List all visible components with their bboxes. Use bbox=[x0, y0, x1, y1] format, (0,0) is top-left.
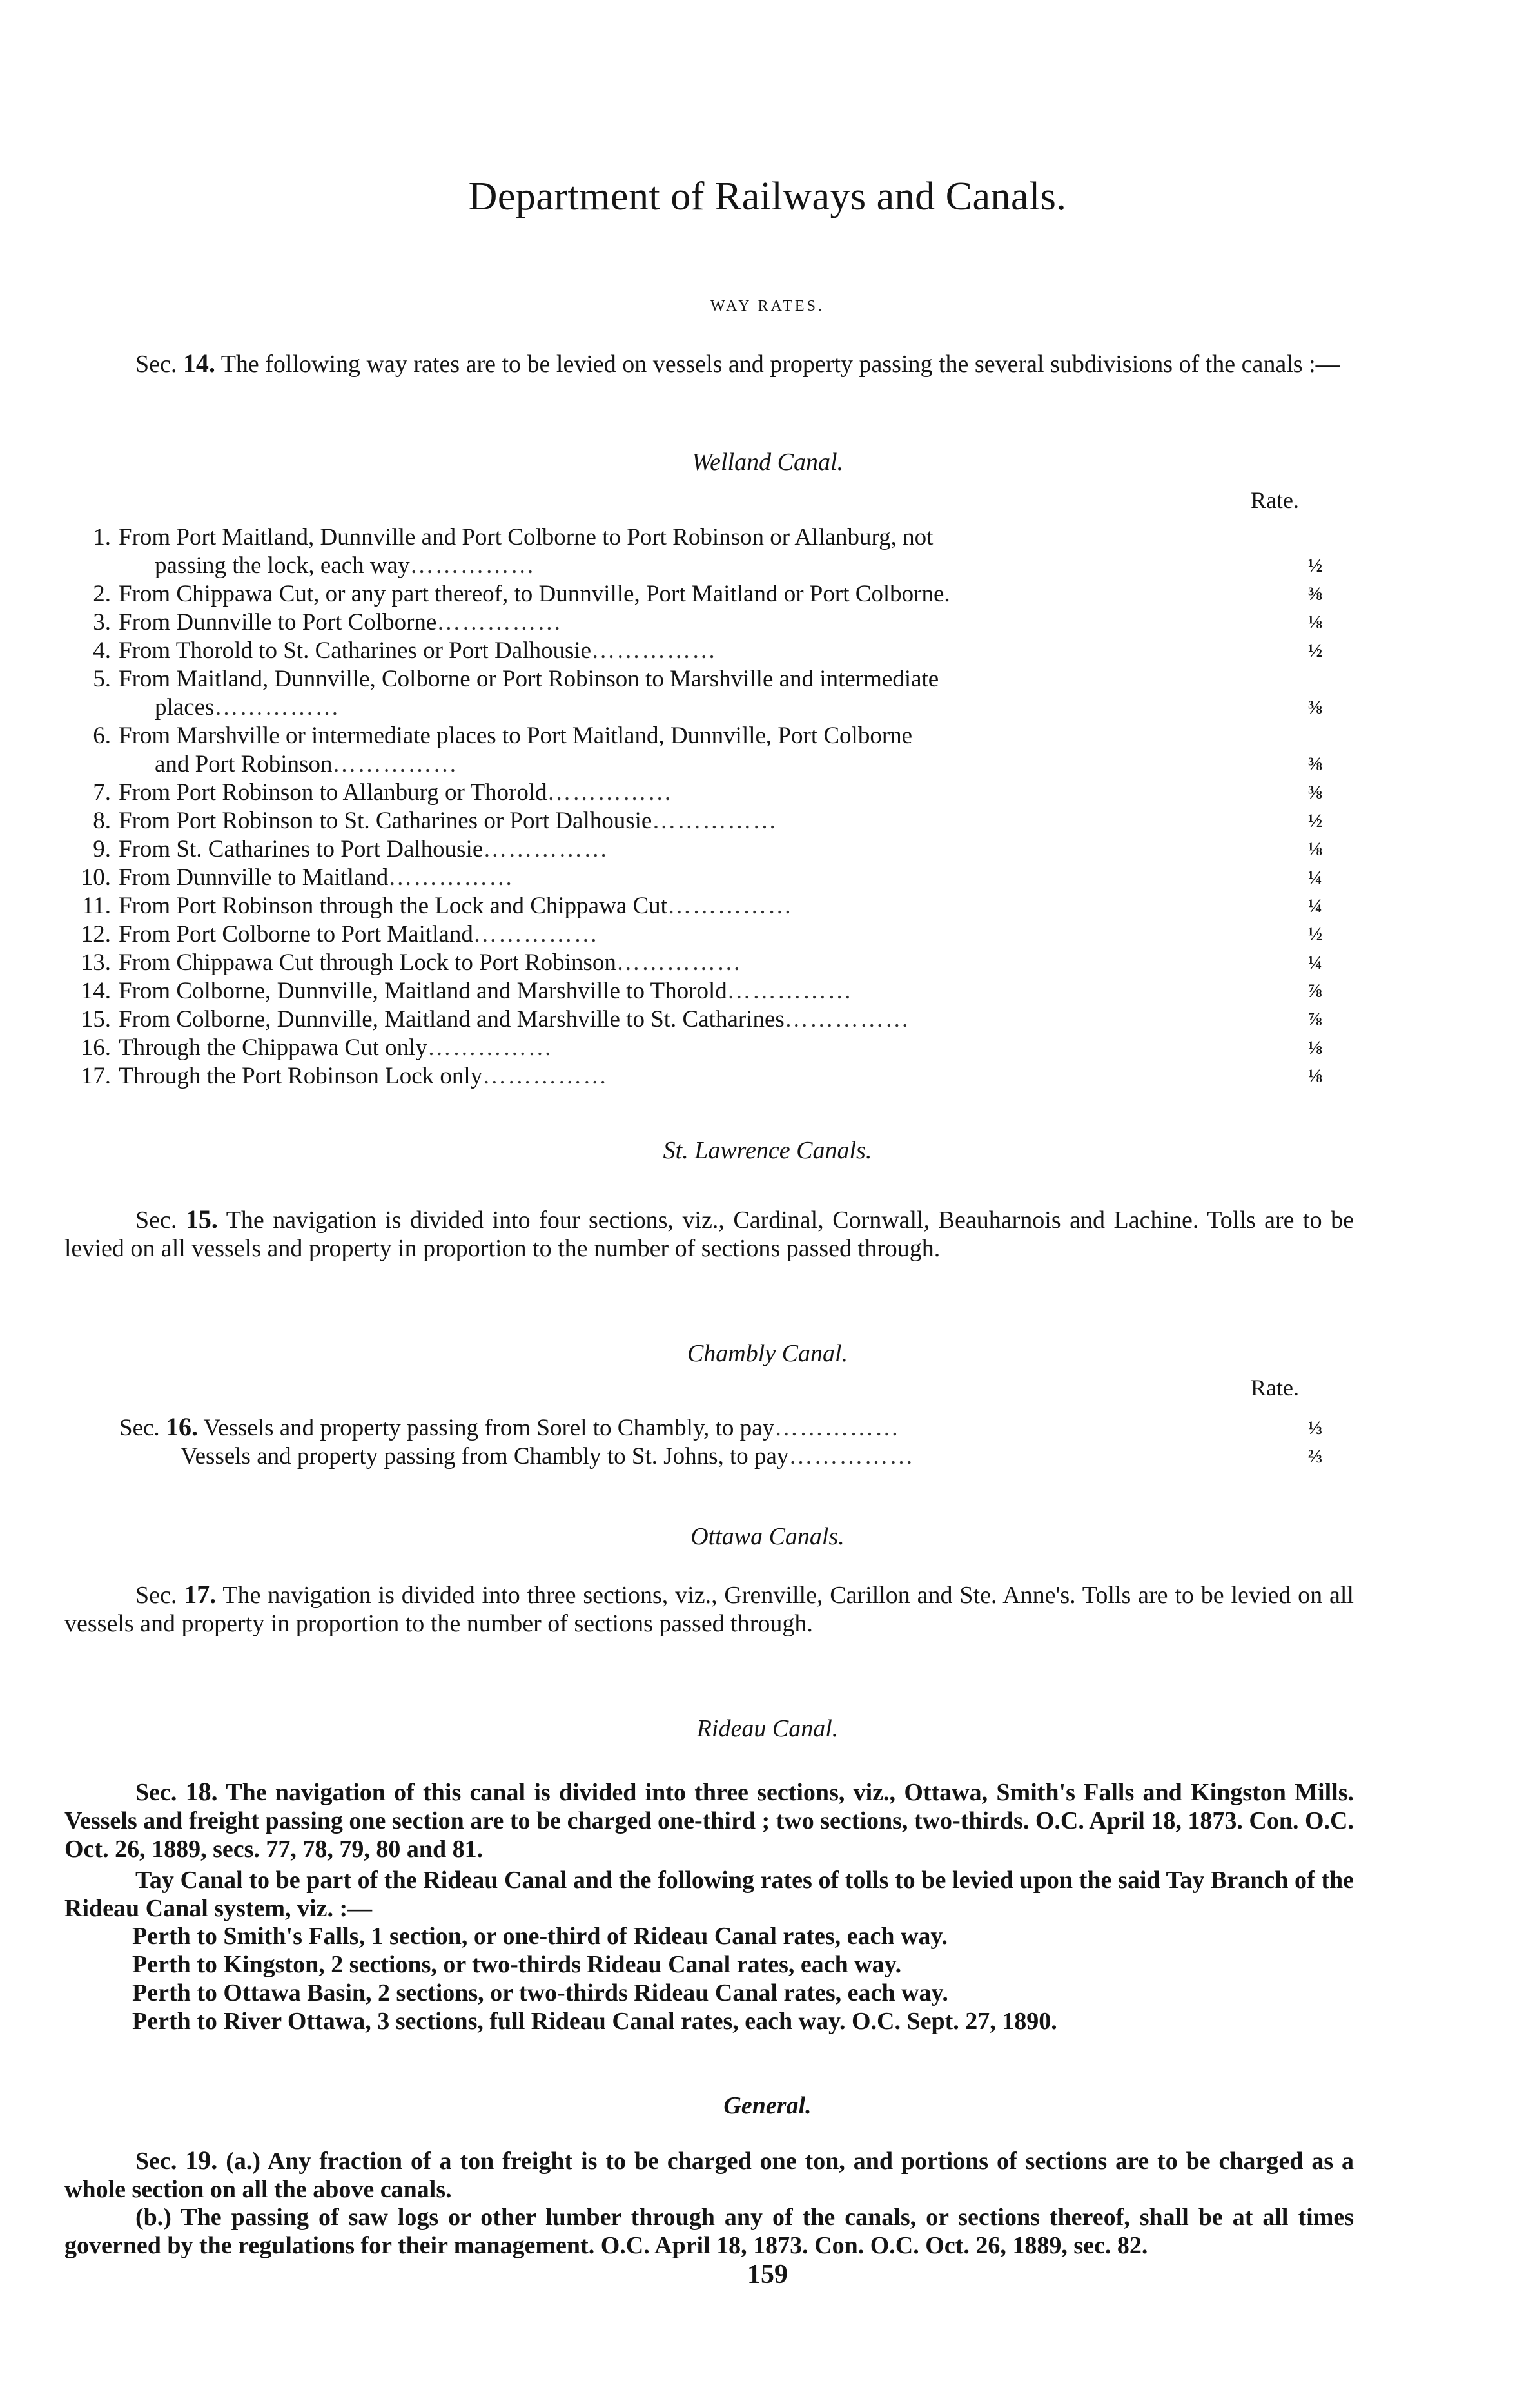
sec14-text: The following way rates are to be levied on vessels and property passing the several subdivisions of the canals :— bbox=[220, 351, 1340, 378]
chambly-rate-label: Rate. bbox=[1251, 1375, 1299, 1401]
sec15-text: The navigation is divided into four sections, viz., Cardinal, Cornwall, Beauharnois and Lachine. Tolls are to be levied on all vessels and property in proportion to the number of sections passed through. bbox=[64, 1207, 1354, 1262]
welland-item-text bbox=[119, 1062, 1286, 1091]
sec19-label: Sec. bbox=[135, 2148, 177, 2175]
welland-rate-row bbox=[64, 580, 1354, 608]
sec15-number: 15. bbox=[185, 1205, 218, 1234]
welland-item-text bbox=[119, 637, 1286, 665]
welland-canal-title: Welland Canal. bbox=[691, 449, 844, 476]
sec19-number: 19. bbox=[185, 2146, 218, 2175]
welland-item-text bbox=[119, 920, 1286, 949]
leader-dots: …………… bbox=[774, 1415, 901, 1441]
leader-dots: …………… bbox=[409, 552, 536, 579]
welland-item-text bbox=[119, 807, 1286, 835]
welland-item-line-1: From Port Colborne to Port Maitland bbox=[119, 921, 473, 947]
sec14-paragraph bbox=[64, 349, 1354, 378]
welland-rate-row bbox=[64, 1034, 1354, 1062]
chambly-canal-title: Chambly Canal. bbox=[687, 1340, 848, 1367]
welland-item-line-2: and Port Robinson bbox=[155, 751, 333, 777]
welland-item-number: 3. bbox=[93, 609, 111, 636]
welland-item-rate: ½ bbox=[1307, 924, 1323, 945]
welland-item-text bbox=[119, 1034, 1286, 1062]
tay-rate-line-4: Perth to River Ottawa, 3 sections, full Rideau Canal rates, each way. O.C. Sept. 27, 1890. bbox=[132, 2008, 1057, 2035]
leader-dots: …………… bbox=[784, 1006, 910, 1033]
ottawa-canals-title: Ottawa Canals. bbox=[690, 1523, 845, 1550]
sec18-paragraph bbox=[64, 1778, 1354, 1863]
sec18-number: 18. bbox=[185, 1777, 218, 1806]
welland-rate-row bbox=[64, 665, 1354, 722]
welland-item-number: 4. bbox=[93, 637, 111, 664]
welland-item-rate: ¼ bbox=[1307, 895, 1323, 917]
tay-rate-line-2: Perth to Kingston, 2 sections, or two-thirds Rideau Canal rates, each way. bbox=[132, 1951, 902, 1978]
chambly-rate-1: ⅓ bbox=[1307, 1417, 1323, 1439]
sec16-number: 16. bbox=[165, 1412, 198, 1441]
leader-dots: …………… bbox=[667, 893, 793, 919]
welland-rate-row bbox=[64, 722, 1354, 779]
leader-dots: …………… bbox=[591, 637, 718, 664]
welland-rate-row bbox=[64, 920, 1354, 949]
chambly-rate-row-2 bbox=[64, 1442, 1354, 1471]
welland-rate-row bbox=[64, 1005, 1354, 1034]
sec17-text: The navigation is divided into three sections, viz., Grenville, Carillon and Ste. Anne's. Tolls are to be levied on all vessels and property in proportion to the number of sections passed through. bbox=[64, 1582, 1354, 1637]
welland-item-line-1: From Chippawa Cut, or any part thereof, to Dunnville, Port Maitland or Port Colborne. bbox=[119, 581, 950, 607]
chambly-rate-row-1 bbox=[64, 1413, 1354, 1442]
welland-rates-list bbox=[64, 523, 1354, 1091]
welland-item-number: 1. bbox=[93, 524, 111, 550]
sec17-label: Sec. bbox=[135, 1582, 177, 1609]
welland-item-number: 14. bbox=[81, 978, 111, 1004]
welland-item-text bbox=[119, 665, 1286, 722]
welland-item-number: 9. bbox=[93, 836, 111, 862]
chambly-rates bbox=[64, 1413, 1354, 1471]
welland-rate-label: Rate. bbox=[1251, 487, 1299, 513]
welland-rate-row bbox=[64, 608, 1354, 637]
welland-item-rate: ⅜ bbox=[1307, 782, 1323, 803]
welland-item-number: 15. bbox=[81, 1006, 111, 1033]
welland-item-text bbox=[119, 779, 1286, 807]
welland-item-line-1: From Colborne, Dunnville, Maitland and Marshville to St. Catharines bbox=[119, 1006, 785, 1033]
tay-rate-line-1: Perth to Smith's Falls, 1 section, or one-third of Rideau Canal rates, each way. bbox=[132, 1923, 948, 1950]
sec18-label: Sec. bbox=[135, 1779, 177, 1806]
tay-canal-text: Tay Canal to be part of the Rideau Canal and the following rates of tolls to be levied upon the said Tay Branch of the Rideau Canal system, viz. :— bbox=[64, 1867, 1354, 1922]
welland-item-line-1: From Port Robinson through the Lock and Chippawa Cut bbox=[119, 893, 667, 919]
welland-item-rate: ⅜ bbox=[1307, 753, 1323, 775]
page-title: Department of Railways and Canals. bbox=[468, 175, 1067, 218]
welland-item-rate: ⅛ bbox=[1307, 1065, 1323, 1087]
leader-dots: …………… bbox=[388, 864, 514, 891]
welland-item-text bbox=[119, 977, 1286, 1005]
chambly-rate-2: ⅔ bbox=[1307, 1446, 1323, 1467]
sec14-label: Sec. bbox=[135, 351, 177, 378]
welland-item-number: 17. bbox=[81, 1063, 111, 1089]
welland-item-text bbox=[119, 722, 1286, 779]
leader-dots: …………… bbox=[652, 808, 778, 834]
leader-dots: …………… bbox=[427, 1034, 553, 1061]
welland-item-rate: ⅞ bbox=[1307, 980, 1323, 1002]
tay-rate-line-3: Perth to Ottawa Basin, 2 sections, or two-thirds Rideau Canal rates, each way. bbox=[132, 1979, 948, 2006]
welland-item-rate: ½ bbox=[1307, 640, 1323, 661]
welland-item-number: 7. bbox=[93, 779, 111, 806]
general-title: General. bbox=[723, 2092, 812, 2119]
leader-dots: …………… bbox=[547, 779, 673, 806]
welland-item-text bbox=[119, 1005, 1286, 1034]
welland-item-rate: ½ bbox=[1307, 555, 1323, 576]
sec18-text: The navigation of this canal is divided into three sections, viz., Ottawa, Smith's Falls and Kingston Mills. Vessels and freight passing one section are to be charged one-third ; two sections, two-thirds. O.C. April 18, 1873. Con. O.C. Oct. 26, 1889, secs. 77, 78, 79, 80 and 81. bbox=[64, 1779, 1354, 1863]
welland-item-number: 12. bbox=[81, 921, 111, 947]
welland-rate-row bbox=[64, 864, 1354, 892]
sec19b-paragraph bbox=[64, 2203, 1354, 2260]
welland-item-number: 13. bbox=[81, 949, 111, 976]
welland-item-rate: ⅛ bbox=[1307, 839, 1323, 860]
welland-item-rate: ¼ bbox=[1307, 867, 1323, 888]
welland-item-rate: ⅜ bbox=[1307, 697, 1323, 718]
leader-dots: …………… bbox=[332, 751, 458, 777]
tay-canal-paragraph bbox=[64, 1866, 1354, 1923]
sec15-label: Sec. bbox=[135, 1207, 177, 1234]
tay-rates-lines bbox=[132, 1922, 1057, 2035]
sec15-paragraph bbox=[64, 1205, 1354, 1263]
leader-dots: …………… bbox=[214, 694, 340, 721]
welland-item-line-1: Through the Port Robinson Lock only bbox=[119, 1063, 483, 1089]
welland-item-number: 6. bbox=[93, 723, 111, 749]
way-rates-heading: WAY RATES. bbox=[710, 298, 825, 315]
welland-item-number: 2. bbox=[93, 581, 111, 607]
welland-item-number: 5. bbox=[93, 666, 111, 692]
rideau-canal-title: Rideau Canal. bbox=[696, 1715, 839, 1742]
leader-dots: …………… bbox=[482, 1063, 609, 1089]
welland-item-rate: ⅜ bbox=[1307, 583, 1323, 605]
sec19a-text: (a.) Any fraction of a ton freight is to be charged one ton, and portions of sections are to be charged as a whole section on all the above canals. bbox=[64, 2148, 1354, 2203]
welland-rate-row bbox=[64, 779, 1354, 807]
welland-item-text bbox=[119, 949, 1286, 977]
welland-rate-row bbox=[64, 892, 1354, 920]
welland-item-text bbox=[119, 580, 1286, 608]
welland-rate-row bbox=[64, 949, 1354, 977]
welland-item-line-1: From Dunnville to Maitland bbox=[119, 864, 389, 891]
welland-item-text bbox=[119, 892, 1286, 920]
welland-rate-row bbox=[64, 807, 1354, 835]
welland-rate-row bbox=[64, 977, 1354, 1005]
welland-item-text bbox=[119, 835, 1286, 864]
welland-item-number: 10. bbox=[81, 864, 111, 891]
welland-item-line-1: From Port Maitland, Dunnville and Port Colborne to Port Robinson or Allanburg, not bbox=[119, 524, 934, 550]
welland-item-rate: ⅞ bbox=[1307, 1009, 1323, 1030]
chambly-line-2: Vessels and property passing from Chambly to St. Johns, to pay bbox=[181, 1443, 789, 1470]
leader-dots: …………… bbox=[616, 949, 742, 976]
welland-item-line-1: From Port Robinson to St. Catharines or Port Dalhousie bbox=[119, 808, 652, 834]
page-number: 159 bbox=[747, 2260, 788, 2289]
welland-item-line-1: From Maitland, Dunnville, Colborne or Port Robinson to Marshville and intermediate bbox=[119, 666, 939, 692]
welland-item-text bbox=[119, 864, 1286, 892]
welland-rate-row bbox=[64, 835, 1354, 864]
welland-item-line-1: From Port Robinson to Allanburg or Thorold bbox=[119, 779, 547, 806]
welland-item-text bbox=[119, 523, 1286, 580]
welland-rate-row bbox=[64, 523, 1354, 580]
welland-item-line-1: From Chippawa Cut through Lock to Port Robinson bbox=[119, 949, 616, 976]
leader-dots: …………… bbox=[727, 978, 853, 1004]
leader-dots: …………… bbox=[436, 609, 563, 636]
sec17-paragraph bbox=[64, 1580, 1354, 1638]
welland-item-line-1: From Marshville or intermediate places to Port Maitland, Dunnville, Port Colborne bbox=[119, 723, 913, 749]
leader-dots: …………… bbox=[473, 921, 599, 947]
welland-item-number: 8. bbox=[93, 808, 111, 834]
leader-dots: …………… bbox=[788, 1443, 915, 1470]
welland-rate-row bbox=[64, 1062, 1354, 1091]
welland-item-line-1: From Thorold to St. Catharines or Port Dalhousie bbox=[119, 637, 592, 664]
sec16-label: Sec. bbox=[119, 1415, 160, 1441]
welland-item-line-1: From St. Catharines to Port Dalhousie bbox=[119, 836, 484, 862]
leader-dots: …………… bbox=[483, 836, 609, 862]
sec17-number: 17. bbox=[184, 1580, 217, 1609]
welland-item-line-2: places bbox=[155, 694, 215, 721]
welland-item-rate: ⅛ bbox=[1307, 612, 1323, 633]
sec19b-text: (b.) The passing of saw logs or other lumber through any of the canals, or sections thereof, shall be at all times governed by the regulations for their management. O.C. April 18, 1873. Con. O.C. Oct. 26, 1889, sec. 82. bbox=[64, 2204, 1354, 2259]
welland-item-line-1: Through the Chippawa Cut only bbox=[119, 1034, 427, 1061]
welland-item-number: 11. bbox=[82, 893, 111, 919]
welland-item-line-1: From Colborne, Dunnville, Maitland and Marshville to Thorold bbox=[119, 978, 727, 1004]
welland-item-number: 16. bbox=[81, 1034, 111, 1061]
welland-item-rate: ¼ bbox=[1307, 952, 1323, 973]
welland-item-rate: ½ bbox=[1307, 810, 1323, 831]
welland-item-rate: ⅛ bbox=[1307, 1037, 1323, 1058]
chambly-line-1: Vessels and property passing from Sorel to Chambly, to pay bbox=[203, 1415, 775, 1441]
sec19a-paragraph bbox=[64, 2146, 1354, 2204]
welland-rate-row bbox=[64, 637, 1354, 665]
welland-item-line-1: From Dunnville to Port Colborne bbox=[119, 609, 437, 636]
welland-item-text bbox=[119, 608, 1286, 637]
welland-item-line-2: passing the lock, each way bbox=[155, 552, 410, 579]
sec14-number: 14. bbox=[182, 349, 215, 378]
st-lawrence-canals-title: St. Lawrence Canals. bbox=[663, 1137, 872, 1164]
